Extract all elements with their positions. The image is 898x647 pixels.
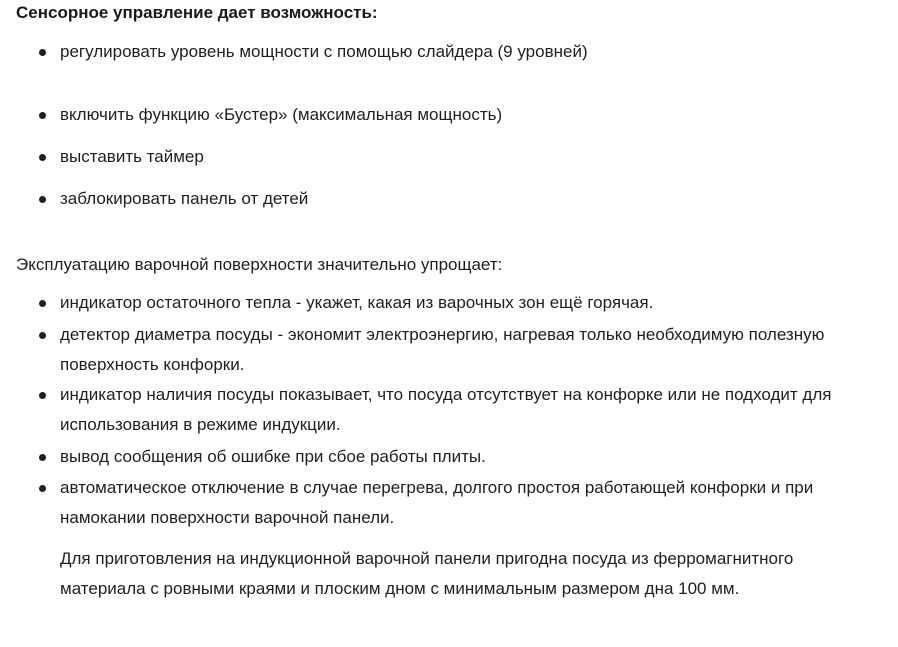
bullet-icon — [39, 392, 46, 399]
bullet-icon — [39, 49, 46, 56]
list-item-text: включить функцию «Бустер» (максимальная мощность) — [60, 105, 503, 124]
list-item — [60, 380, 894, 440]
bullet-icon — [39, 454, 46, 461]
list-item-text: детектор диаметра посуды - экономит электроэнергию, нагревая только необходимую полезную поверхность конфорки. — [60, 325, 825, 374]
bullet-icon — [39, 154, 46, 161]
list-item — [60, 104, 502, 126]
intro-paragraph: Эксплуатацию варочной поверхности значительно упрощает: — [16, 255, 503, 274]
list-item — [60, 320, 894, 380]
list-item-text: индикатор остаточного тепла - укажет, какая из варочных зон ещё горячая. — [60, 293, 654, 312]
list-item-text: вывод сообщения об ошибке при сбое работы плиты. — [60, 447, 486, 466]
bullet-icon — [39, 196, 46, 203]
bullet-icon — [39, 485, 46, 492]
section-heading: Сенсорное управление дает возможность: — [16, 3, 378, 22]
cookware-note: Для приготовления на индукционной варочной панели пригодна посуда из ферромагнитного материала с ровными краями и плоским дном с минимальным размером дна 100 мм. — [60, 549, 794, 598]
bullet-icon — [39, 112, 46, 119]
bullet-icon — [39, 300, 46, 307]
list-item — [60, 442, 894, 472]
bullet-icon — [39, 332, 46, 339]
list-item — [60, 41, 588, 63]
list-item-text: автоматическое отключение в случае перегрева, долгого простоя работающей конфорки и при намокании поверхности варочной панели. — [60, 478, 814, 527]
list-item-text: заблокировать панель от детей — [60, 189, 309, 208]
list-item-text: регулировать уровень мощности с помощью слайдера (9 уровней) — [60, 42, 588, 61]
list-item — [60, 188, 308, 210]
list-item-text: выставить таймер — [60, 147, 204, 166]
list-item — [60, 146, 204, 168]
list-item — [60, 288, 894, 318]
list-item-text: индикатор наличия посуды показывает, что посуда отсутствует на конфорке или не подходит для использования в режиме индукции. — [60, 385, 832, 434]
list-item — [60, 473, 894, 533]
